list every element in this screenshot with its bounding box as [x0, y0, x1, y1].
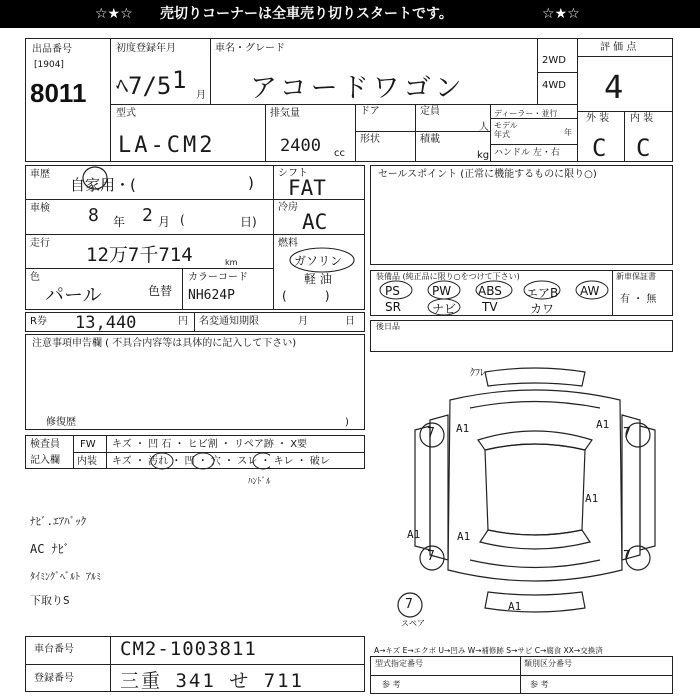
- mark-a1-4: A1: [407, 528, 421, 541]
- model-value: LA-CM2: [118, 133, 216, 158]
- equip-r2-2: TV: [482, 300, 498, 314]
- wd-2: 2WD: [542, 55, 566, 66]
- equip-r2-3: カワ: [530, 302, 555, 316]
- mileage-value: 12万7千714: [86, 244, 193, 266]
- note-1: ﾅﾋﾞ.ｴｱﾊﾞｯｸ: [30, 515, 87, 528]
- mark-a1-5: A1: [457, 530, 471, 543]
- wd-4: 4WD: [542, 80, 566, 91]
- repair-label: 修復歴: [46, 417, 76, 428]
- inspection-label: 車検: [30, 203, 50, 214]
- tire-mark-rl: 7: [427, 549, 435, 564]
- equip-r1-2: ABS: [478, 284, 502, 298]
- transfer-month: 月: [298, 316, 308, 327]
- ac-label: 冷房: [278, 202, 298, 213]
- name-value: アコードワゴン: [250, 73, 466, 104]
- equip-r1-1: PW: [432, 284, 452, 298]
- inspection-year-unit: 年: [113, 215, 126, 229]
- name-label: 車名・グレード: [215, 43, 285, 54]
- score-label: 評 価 点: [600, 42, 637, 53]
- inspection-year: 8: [88, 205, 99, 226]
- banner-stars-left: ☆★☆: [95, 6, 133, 22]
- equipment-circle-marks: [378, 280, 610, 316]
- banner-stars-right: ☆★☆: [542, 6, 580, 22]
- ref-1: 参 考: [382, 680, 401, 689]
- history-close: ): [248, 174, 254, 192]
- recycle-unit: 円: [178, 316, 188, 327]
- repair-close: ): [345, 417, 349, 428]
- ext-label: 外 装: [586, 113, 610, 124]
- color-label: 色: [30, 272, 40, 283]
- sales-label: セールスポイント (正常に機能するものに限り○): [378, 169, 597, 180]
- history-value: 自家用・(: [70, 176, 136, 194]
- year-unit: 年: [564, 128, 572, 137]
- lot-sub: [1904]: [34, 60, 64, 70]
- fuel-gas: ガソリン: [294, 254, 343, 268]
- mark-a1-3: A1: [585, 492, 599, 505]
- fuel-diesel: 軽 油: [304, 272, 332, 286]
- shift-label: シフト: [278, 168, 308, 179]
- inspector-int: 内装: [77, 456, 97, 467]
- ac-value: AC: [302, 210, 328, 234]
- mark-a1-6: A1: [508, 600, 522, 613]
- capacity-label: 定員: [420, 106, 440, 117]
- post-items-block: [370, 320, 673, 352]
- inspector-circle-marks: [150, 450, 270, 472]
- reg-month-unit: 月: [196, 90, 206, 101]
- history-circle-mark: [80, 164, 110, 192]
- displacement-unit: cc: [334, 148, 345, 159]
- inspection-month: 2: [142, 205, 153, 226]
- color-code-label: カラーコード: [188, 272, 248, 283]
- inspector-int-text: キズ ・ 汚れ ・ 凹 ・ 穴 ・ スレ ・ キレ ・ 破レ: [112, 456, 330, 467]
- score-value: 4: [604, 68, 624, 106]
- mark-a1-2: A1: [596, 418, 610, 431]
- door-label: ドア: [360, 106, 380, 117]
- chassis-label: 車台番号: [34, 644, 74, 655]
- mark-a1-1: A1: [456, 422, 470, 435]
- inspection-month-unit: 月: [158, 215, 171, 229]
- equip-r1-0: PS: [385, 284, 400, 298]
- tire-mark-fl: 7: [427, 426, 435, 441]
- lot-label: 出品番号: [32, 44, 72, 55]
- recycle-value: 13,440: [75, 313, 137, 333]
- ext-value: C: [592, 134, 607, 162]
- equip-r1-3: エアB: [526, 286, 559, 300]
- fuel-label: 燃料: [278, 238, 298, 249]
- new-car-value: 有 ・ 無: [620, 294, 657, 305]
- fuel-paren: ( ): [282, 289, 330, 303]
- reg-value: ﾍ7/5: [116, 72, 172, 100]
- new-car-label: 新車保証書: [616, 272, 656, 281]
- reg-number-label: 登録番号: [34, 673, 74, 684]
- color-value: パール: [45, 284, 102, 306]
- dealer-label: ディーラー・並行: [494, 109, 558, 118]
- load-label: 積載: [420, 134, 440, 145]
- reg-label: 初度登録年月: [116, 43, 176, 54]
- banner-text: 売切りコーナーは全車売り切りスタートです。: [160, 6, 453, 22]
- shape-label: 形状: [360, 134, 380, 145]
- model-label: 型式: [116, 108, 136, 119]
- mark-front: ｸﾌﾚ: [470, 368, 485, 379]
- tire-mark-rr: 7: [623, 549, 631, 564]
- capacity-unit: 人: [479, 122, 489, 133]
- mileage-label: 走行: [30, 238, 50, 249]
- equip-r1-4: AW: [580, 284, 600, 298]
- tire-mark-spare: 7: [405, 597, 413, 612]
- notes-label: 注意事項申告欄 ( 不具合内容等は具体的に記入して下さい): [32, 338, 297, 349]
- ref-2: 参 考: [530, 680, 549, 689]
- damage-legend: A→キズ E→エクボ U→凹み W→補修跡 S→サビ C→腐食 XX→交換済: [374, 646, 603, 655]
- equip-r2-1: ナビ: [432, 302, 457, 316]
- displacement-value: 2400: [280, 136, 321, 156]
- car-damage-diagram: [390, 360, 680, 630]
- load-unit: kg: [477, 150, 490, 161]
- inspection-day-open: (: [180, 213, 185, 227]
- handle-label: ハンドル 左・右: [494, 148, 560, 158]
- fuel-circle-mark: [286, 246, 358, 286]
- type-designation-label: 型式指定番号: [375, 659, 423, 668]
- post-label: 後日品: [376, 322, 400, 331]
- inspector-fw-text: キズ ・ 凹 石 ・ ヒビ割 ・ リペア跡 ・ X要: [112, 439, 308, 450]
- paint-label: 色替: [148, 284, 173, 298]
- color-code-value: NH624P: [188, 288, 235, 303]
- note-3: ﾀｲﾐﾝｸﾞﾍﾞﾙﾄ ｱﾙﾐ: [30, 572, 102, 583]
- int-label: 内 装: [630, 113, 654, 124]
- int-value: C: [636, 134, 651, 162]
- inspector-label-2: 記入欄: [30, 455, 60, 466]
- sales-point-block: [370, 165, 673, 265]
- equip-r2-0: SR: [385, 300, 401, 314]
- inspector-extra: ﾊﾝﾄﾞﾙ: [248, 477, 271, 487]
- history-label: 車歴: [30, 169, 50, 180]
- note-4: 下取りS: [30, 594, 70, 607]
- banner: [0, 0, 700, 28]
- transfer-day: 日: [345, 316, 355, 327]
- note-2: AC ﾅﾋﾞ: [30, 542, 70, 556]
- chassis-value: CM2-1003811: [120, 638, 257, 660]
- reg-number-value: 三重 341 せ 711: [120, 670, 304, 692]
- model-year-label: モデル 年式: [494, 121, 518, 139]
- lot-number: 8011: [30, 78, 87, 108]
- reg-month-value: 1: [172, 66, 187, 94]
- inspector-label-1: 検査員: [30, 439, 60, 450]
- inspection-day-unit: 日): [240, 215, 257, 229]
- class-label: 類別区分番号: [524, 659, 572, 668]
- equip-label: 装備品 (純正品に限り○をつけて下さい): [376, 272, 520, 281]
- displacement-label: 排気量: [270, 108, 300, 119]
- shift-value: FAT: [288, 176, 326, 200]
- transfer-label: 名変通知期限: [199, 316, 259, 327]
- inspector-fw: FW: [80, 439, 96, 450]
- recycle-label: R券: [30, 316, 47, 327]
- mileage-unit: km: [225, 258, 238, 267]
- tire-mark-fr: 7: [623, 426, 631, 441]
- spare-label: スペア: [401, 619, 425, 628]
